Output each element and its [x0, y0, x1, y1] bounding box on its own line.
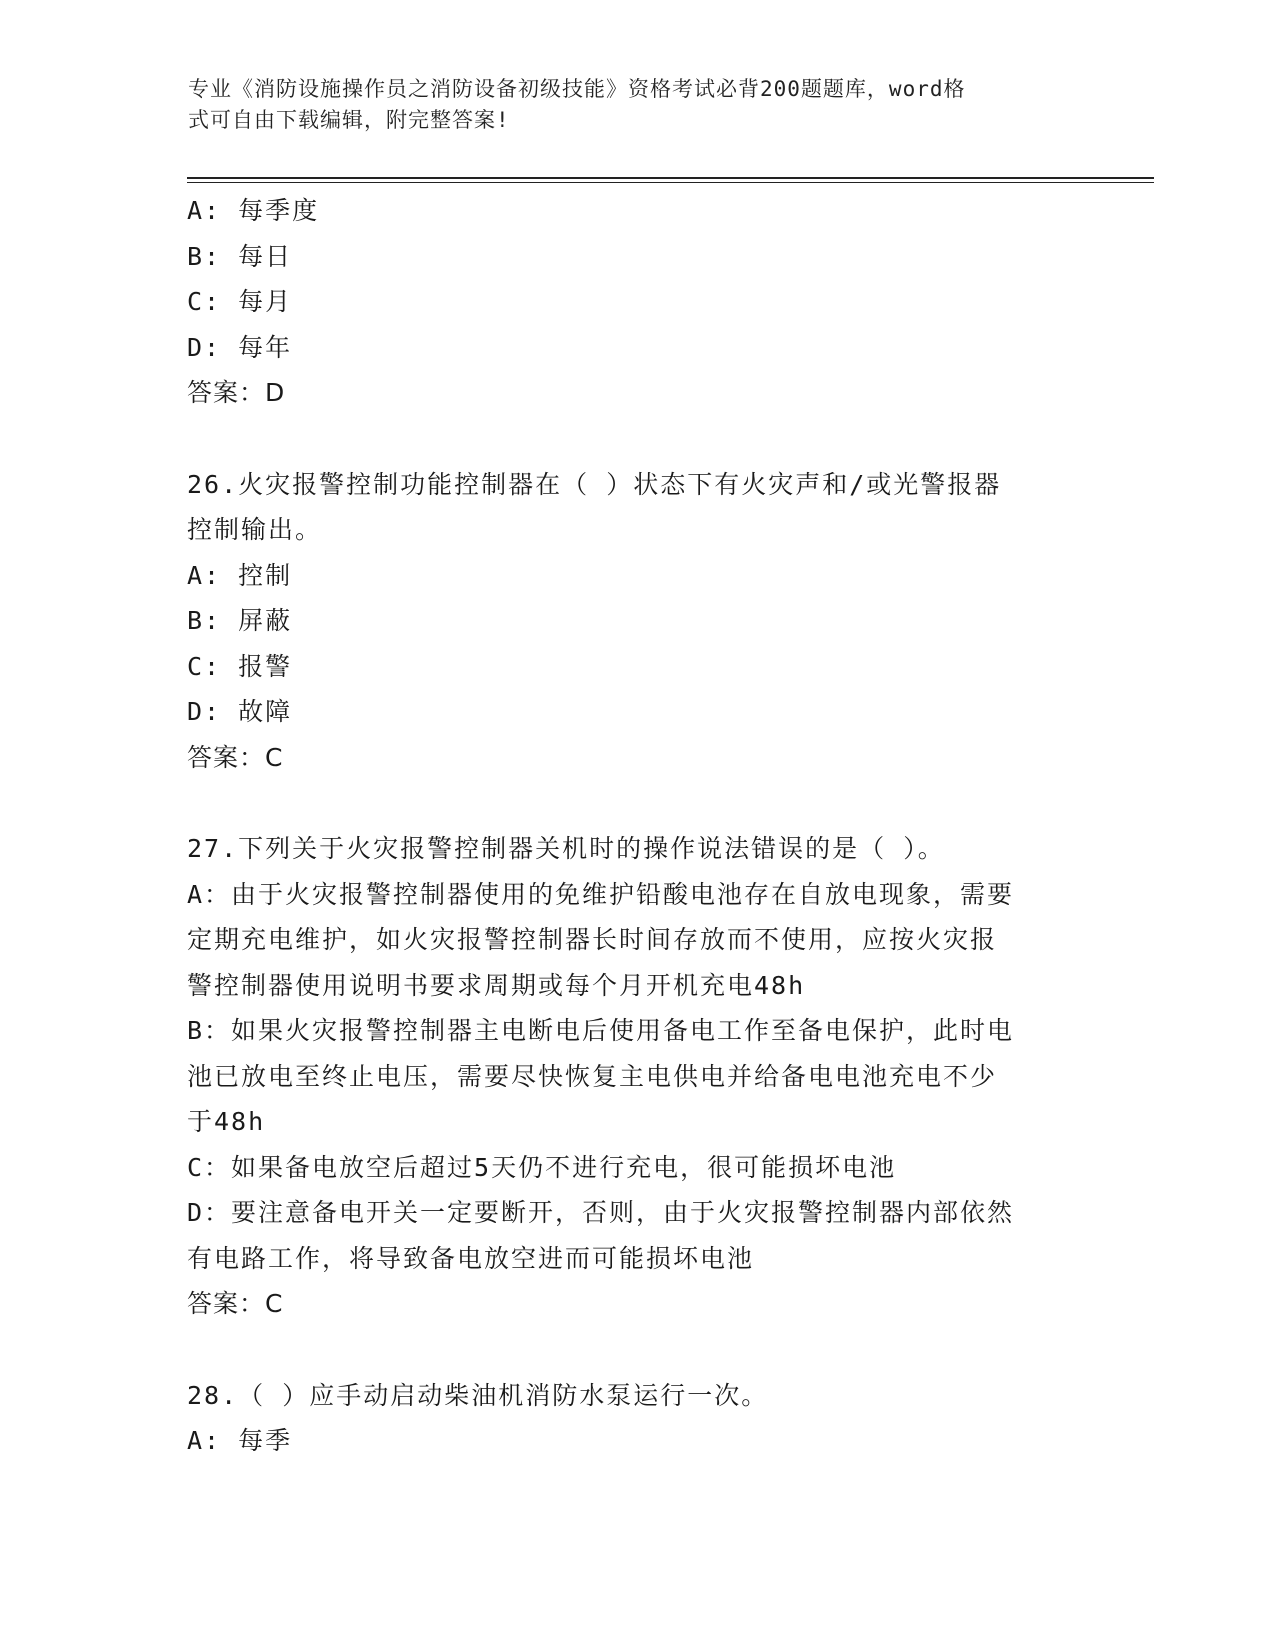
option-b	[187, 234, 1087, 280]
option-c-line-1: C：如果备电放空后超过5天仍不进行充电，很可能损坏电池	[187, 1152, 897, 1182]
question-list	[187, 188, 1087, 1464]
option-d	[187, 689, 1087, 735]
question-26-stem-line-2: 控制输出。	[187, 515, 323, 544]
header-divider-thin	[187, 182, 1154, 183]
spacer	[187, 416, 1087, 462]
option-label: D:	[187, 332, 222, 362]
option-text: 控制	[238, 560, 293, 590]
option-label: A:	[187, 196, 222, 225]
option-a-line-3: 警控制器使用说明书要求周期或每个月开机充电48h	[187, 970, 806, 1000]
spacer	[187, 780, 1087, 826]
header-line-1: 专业《消防设施操作员之消防设备初级技能》资格考试必背200题题库，word格	[188, 77, 966, 101]
option-label: A:	[187, 1426, 222, 1455]
question-26-stem-line-1: 26.火灾报警控制功能控制器在（ ）状态下有火灾声和/或光警报器	[187, 469, 1002, 499]
question-27-stem: 27.下列关于火灾报警控制器关机时的操作说法错误的是（ ）。	[187, 834, 945, 863]
option-text: 每日	[238, 241, 293, 271]
option-b	[187, 598, 1087, 644]
option-label: C:	[187, 651, 222, 681]
option-b-line-2: 池已放电至终止电压，需要尽快恢复主电供电并给备电电池充电不少	[187, 1061, 998, 1091]
question-28-stem: 28.（ ）应手动启动柴油机消防水泵运行一次。	[187, 1380, 769, 1410]
option-a	[187, 553, 1087, 599]
answer-25: 答案：D	[187, 378, 286, 407]
option-text: 每年	[238, 332, 293, 362]
option-text: 每季度	[238, 196, 320, 225]
option-b-line-3: 于48h	[187, 1107, 266, 1136]
option-label: B:	[187, 606, 222, 635]
option-c	[187, 644, 1087, 690]
option-text: 报警	[238, 651, 293, 681]
question-27	[187, 826, 1087, 1327]
option-label: A:	[187, 560, 222, 590]
option-d	[187, 325, 1087, 371]
option-d-line-1: D：要注意备电开关一定要断开，否则，由于火灾报警控制器内部依然	[187, 1198, 1015, 1227]
option-label: B:	[187, 241, 222, 271]
option-label: C:	[187, 287, 222, 316]
answer-26: 答案：C	[187, 742, 284, 772]
option-text: 故障	[238, 697, 293, 726]
option-text: 每月	[238, 287, 293, 316]
option-text: 每季	[238, 1426, 293, 1455]
question-25-options	[187, 188, 1087, 416]
option-b-line-1: B：如果火灾报警控制器主电断电后使用备电工作至备电保护，此时电	[187, 1016, 1015, 1045]
spacer	[187, 1327, 1087, 1373]
question-28	[187, 1373, 1087, 1464]
header-line-2: 式可自由下载编辑，附完整答案!	[188, 108, 510, 132]
header-divider-thick	[187, 177, 1154, 179]
option-text: 屏蔽	[238, 606, 293, 635]
option-a	[187, 188, 1087, 234]
option-a	[187, 1418, 1087, 1464]
option-d-line-2: 有电路工作，将导致备电放空进而可能损坏电池	[187, 1243, 755, 1273]
answer-27: 答案：C	[187, 1289, 284, 1318]
option-a-line-2: 定期充电维护，如火灾报警控制器长时间存放而不使用，应按火灾报	[187, 925, 998, 954]
option-label: D:	[187, 697, 222, 726]
option-c	[187, 279, 1087, 325]
document-header	[188, 74, 1068, 136]
option-a-line-1: A：由于火灾报警控制器使用的免维护铅酸电池存在自放电现象，需要	[187, 879, 1015, 909]
question-26	[187, 462, 1087, 781]
